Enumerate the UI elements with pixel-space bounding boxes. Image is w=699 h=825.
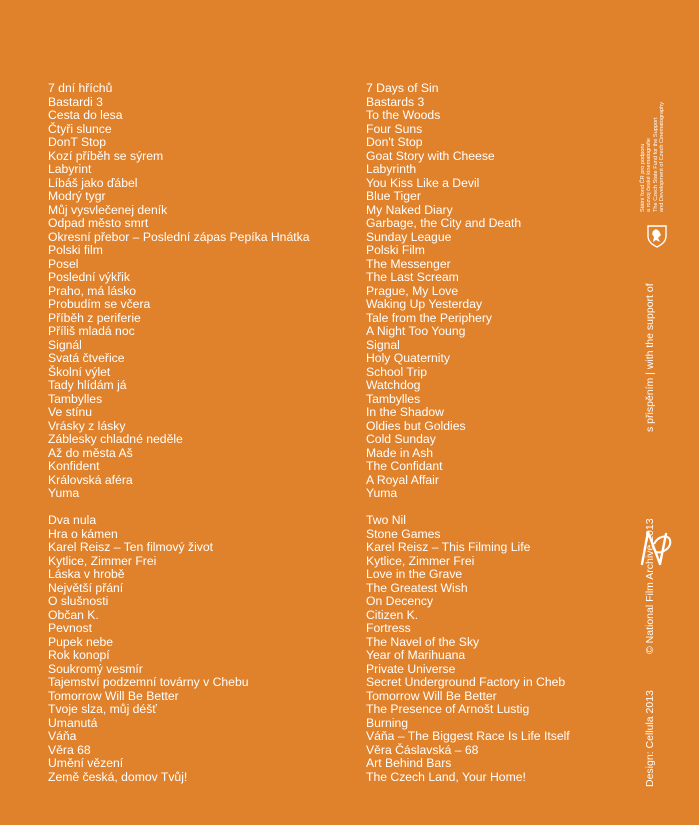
czech-title: Polski film: [48, 243, 103, 257]
english-title: Art Behind Bars: [366, 756, 452, 770]
czech-title: 7 dní hříchů: [48, 81, 113, 95]
english-title: A Night Too Young: [366, 324, 466, 338]
english-title: Four Suns: [366, 121, 423, 136]
czech-title: Věra 68: [48, 742, 91, 757]
czech-title: Umanutá: [48, 715, 98, 730]
english-title: In the Shadow: [366, 405, 444, 419]
czech-title: Příliš mladá noc: [48, 324, 135, 338]
fund-line: and Development of Czech Cinematography: [658, 101, 665, 212]
czech-title: Můj vysvlečenej deník: [48, 202, 168, 217]
english-title: School Trip: [366, 364, 427, 379]
english-title: Made in Ash: [366, 445, 434, 460]
english-title: Citizen K.: [366, 607, 419, 622]
czech-title: Odpad město smrt: [48, 216, 149, 230]
english-title: The Messenger: [366, 256, 451, 271]
czech-title: Tajemství podzemní továrny v Chebu: [48, 675, 249, 689]
english-title: You Kiss Like a Devil: [366, 175, 480, 190]
english-title: Tale from the Periphery: [366, 310, 492, 325]
english-title: Fortress: [366, 621, 411, 635]
english-title: To the Woods: [366, 108, 441, 122]
national-film-archive-logo: [638, 524, 674, 568]
english-title: Blue Tiger: [366, 189, 421, 203]
czech-title: Školní výlet: [48, 364, 111, 379]
czech-title: Láska v hrobě: [48, 567, 125, 581]
czech-title: Rok konopí: [48, 648, 110, 662]
czech-title: Karel Reisz – Ten filmový život: [48, 540, 214, 554]
czech-crest-icon: [646, 224, 668, 248]
english-title: Stone Games: [366, 526, 441, 541]
design-credit: Design: Cellula 2013: [644, 690, 656, 787]
english-title: Garbage, the City and Death: [366, 216, 522, 230]
english-title: Tomorrow Will Be Better: [366, 688, 497, 703]
czech-title: Dva nula: [48, 513, 97, 527]
czech-title: Yuma: [48, 486, 80, 500]
english-titles-list-2: [366, 514, 570, 784]
fund-line: The Czech State Fund for the Support: [652, 117, 659, 212]
czech-title: Královská aféra: [48, 472, 133, 487]
czech-title: Čtyři slunce: [48, 121, 112, 136]
czech-title: Záblesky chladné neděle: [48, 432, 183, 446]
side-strip: [638, 84, 678, 789]
english-title: The Czech Land, Your Home!: [366, 769, 526, 784]
english-title: Bastards 3: [366, 94, 425, 109]
fund-line: a rozvoj české kinematografie: [646, 138, 653, 212]
english-title: Kytlice, Zimmer Frei: [366, 553, 475, 568]
copyright-text: © National Film Archive 2013: [644, 518, 656, 654]
english-title: Prague, My Love: [366, 283, 459, 298]
czech-title: Kozí příběh se sýrem: [48, 148, 164, 163]
english-title: 7 Days of Sin: [366, 81, 439, 95]
english-title: My Naked Diary: [366, 202, 453, 217]
english-title: The Last Scream: [366, 270, 459, 284]
czech-title: Pevnost: [48, 621, 93, 635]
english-title: The Navel of the Sky: [366, 634, 480, 649]
english-title: Oldies but Goldies: [366, 418, 466, 433]
english-title: A Royal Affair: [366, 472, 439, 487]
czech-title: O slušnosti: [48, 594, 109, 608]
english-title: Don't Stop: [366, 135, 423, 149]
czech-title: Hra o kámen: [48, 526, 118, 541]
english-title: The Confidant: [366, 459, 443, 473]
czech-title: Praho, má lásko: [48, 283, 137, 298]
czech-titles-list-2: [48, 514, 310, 784]
czech-title: Probudím se včera: [48, 297, 151, 311]
czech-title: Vrásky z lásky: [48, 418, 126, 433]
english-title: Waking Up Yesterday: [366, 297, 483, 311]
czech-title: DonT Stop: [48, 135, 107, 149]
english-title: Holy Quaternity: [366, 351, 450, 365]
czech-title: Země česká, domov Tvůj!: [48, 769, 188, 784]
english-title: Sunday League: [366, 229, 452, 244]
czech-title: Až do města Aš: [48, 445, 133, 460]
czech-title: Tomorrow Will Be Better: [48, 688, 179, 703]
support-text: s přispěním | with the support of: [644, 283, 656, 432]
czech-title: Občan K.: [48, 607, 99, 622]
english-title: Watchdog: [366, 378, 421, 392]
english-titles-column: [366, 82, 570, 784]
czech-title: Líbáš jako ďábel: [48, 175, 138, 190]
czech-title: Posel: [48, 256, 79, 271]
czech-title: Soukromý vesmír: [48, 661, 143, 676]
czech-title: Největší přání: [48, 580, 124, 595]
english-title: Burning: [366, 715, 409, 730]
english-title: The Presence of Arnošt Lustig: [366, 702, 530, 716]
english-title: Karel Reisz – This Filming Life: [366, 540, 531, 554]
czech-title: Váňa: [48, 729, 77, 743]
english-title: Love in the Grave: [366, 567, 463, 581]
english-title: The Greatest Wish: [366, 580, 468, 595]
english-title: Secret Underground Factory in Cheb: [366, 675, 566, 689]
czech-title: Kytlice, Zimmer Frei: [48, 553, 157, 568]
english-title: Tambylles: [366, 391, 421, 406]
czech-title: Příběh z periferie: [48, 310, 141, 325]
czech-title: Tady hlídám já: [48, 378, 127, 392]
english-title: Věra Čáslavská – 68: [366, 742, 479, 757]
czech-title: Bastardi 3: [48, 94, 103, 109]
english-title: Goat Story with Cheese: [366, 148, 495, 163]
english-title: Váňa – The Biggest Race Is Life Itself: [366, 729, 570, 743]
czech-title: Tambylles: [48, 391, 103, 406]
english-title: Yuma: [366, 486, 398, 500]
czech-title: Pupek nebe: [48, 634, 114, 649]
english-title: Labyrinth: [366, 162, 417, 176]
czech-titles-column: [48, 82, 310, 784]
english-title: Signal: [366, 337, 400, 352]
czech-title: Modrý tygr: [48, 189, 106, 203]
czech-title: Ve stínu: [48, 405, 93, 419]
czech-title: Labyrint: [48, 162, 92, 176]
english-title: Polski Film: [366, 243, 425, 257]
czech-title: Svatá čtveřice: [48, 351, 125, 365]
czech-titles-list-1: [48, 82, 310, 501]
czech-title: Signál: [48, 337, 82, 352]
english-title: Private Universe: [366, 661, 456, 676]
czech-title: Konfident: [48, 459, 100, 473]
czech-title: Tvoje slza, můj déšť: [48, 702, 157, 716]
english-title: On Decency: [366, 594, 434, 608]
czech-title: Umění vězení: [48, 756, 124, 770]
czech-title: Cesta do lesa: [48, 108, 123, 122]
czech-title: Poslední výkřik: [48, 270, 130, 284]
czech-title: Okresní přebor – Poslední zápas Pepíka Hnátka: [48, 229, 310, 244]
fund-line: Státní fond ČR pro podporu: [640, 143, 646, 212]
english-title: Year of Marihuana: [366, 648, 466, 662]
english-title: Cold Sunday: [366, 432, 436, 446]
state-fund-text: [640, 102, 665, 212]
english-title: Two Nil: [366, 513, 406, 527]
english-titles-list-1: [366, 82, 570, 501]
